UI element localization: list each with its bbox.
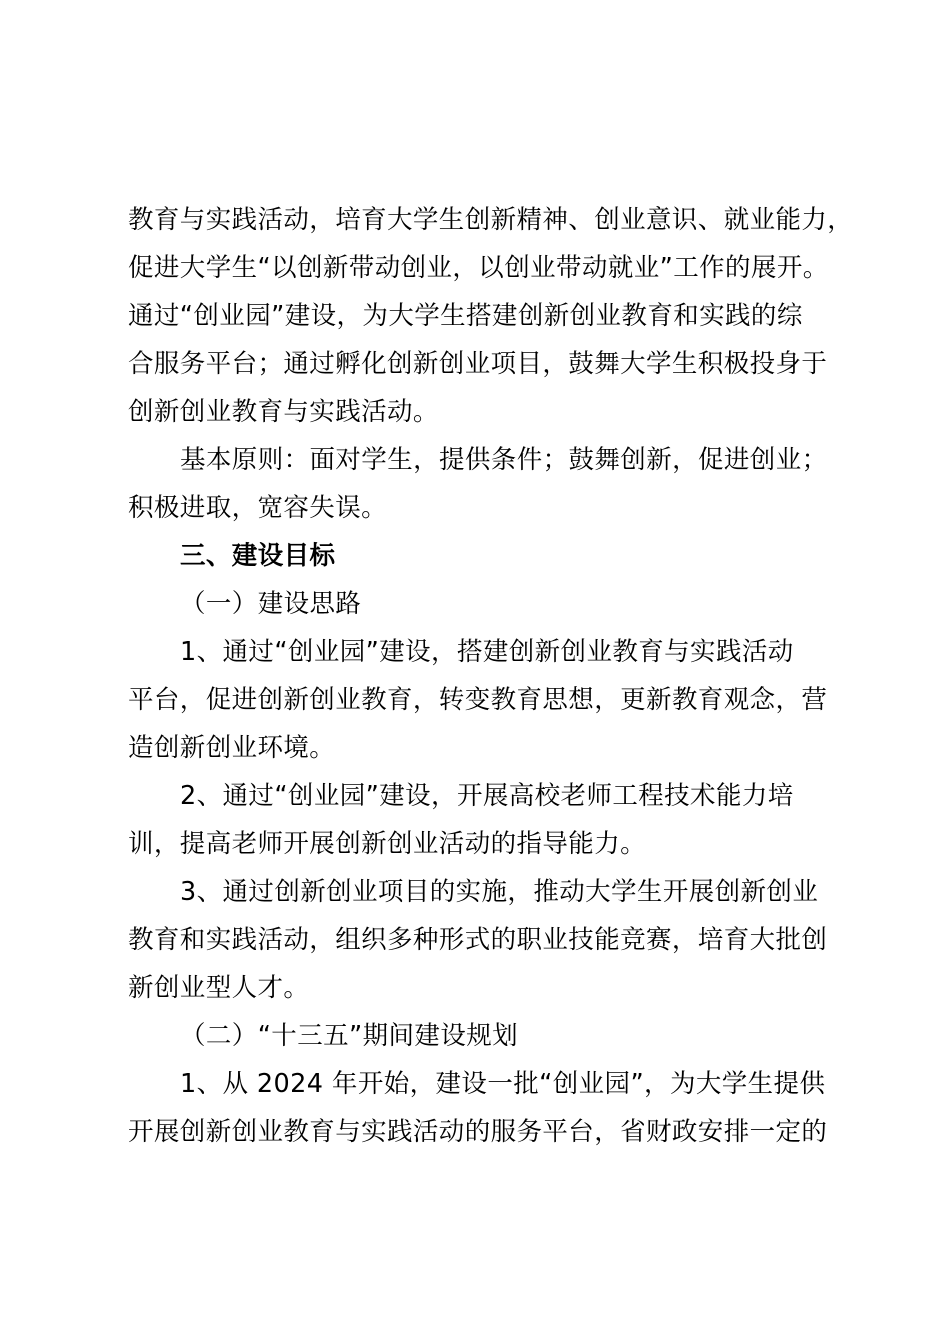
list-item-line: 1、从 2024 年开始，建设一批“创业园”，为大学生提供 — [180, 1069, 826, 1099]
list-item-line: 平台，促进创新创业教育，转变教育思想，更新教育观念，营 — [128, 685, 828, 715]
paragraph-line: 合服务平台；通过孵化创新创业项目，鼓舞大学生积极投身于 — [128, 349, 828, 379]
list-item-line: 开展创新创业教育与实践活动的服务平台，省财政安排一定的 — [128, 1117, 828, 1147]
principles-line: 基本原则：面对学生，提供条件；鼓舞创新，促进创业； — [180, 445, 828, 475]
list-item-line: 训，提高老师开展创新创业活动的指导能力。 — [128, 829, 647, 859]
list-item-line: 造创新创业环境。 — [128, 733, 336, 763]
list-item-line: 教育和实践活动，组织多种形式的职业技能竞赛，培育大批创 — [128, 925, 828, 955]
paragraph-line: 教育与实践活动，培育大学生创新精神、创业意识、就业能力， — [128, 205, 854, 235]
list-item-line: 3、通过创新创业项目的实施，推动大学生开展创新创业 — [180, 877, 819, 907]
principles-line: 积极进取，宽容失误。 — [128, 493, 388, 523]
paragraph-line: 促进大学生“以创新带动创业，以创业带动就业”工作的展开。 — [128, 253, 829, 283]
paragraph-line: 创新创业教育与实践活动。 — [128, 397, 439, 427]
list-item-line: 2、通过“创业园”建设，开展高校老师工程技术能力培 — [180, 781, 794, 811]
paragraph-line: 通过“创业园”建设，为大学生搭建创新创业教育和实践的综 — [128, 301, 803, 331]
list-item-line: 1、通过“创业园”建设，搭建创新创业教育与实践活动 — [180, 637, 794, 667]
subsection-heading: （一）建设思路 — [180, 589, 362, 619]
section-heading: 三、建设目标 — [180, 541, 336, 571]
subsection-heading: （二）“十三五”期间建设规划 — [180, 1021, 519, 1051]
list-item-line: 新创业型人才。 — [128, 973, 310, 1003]
